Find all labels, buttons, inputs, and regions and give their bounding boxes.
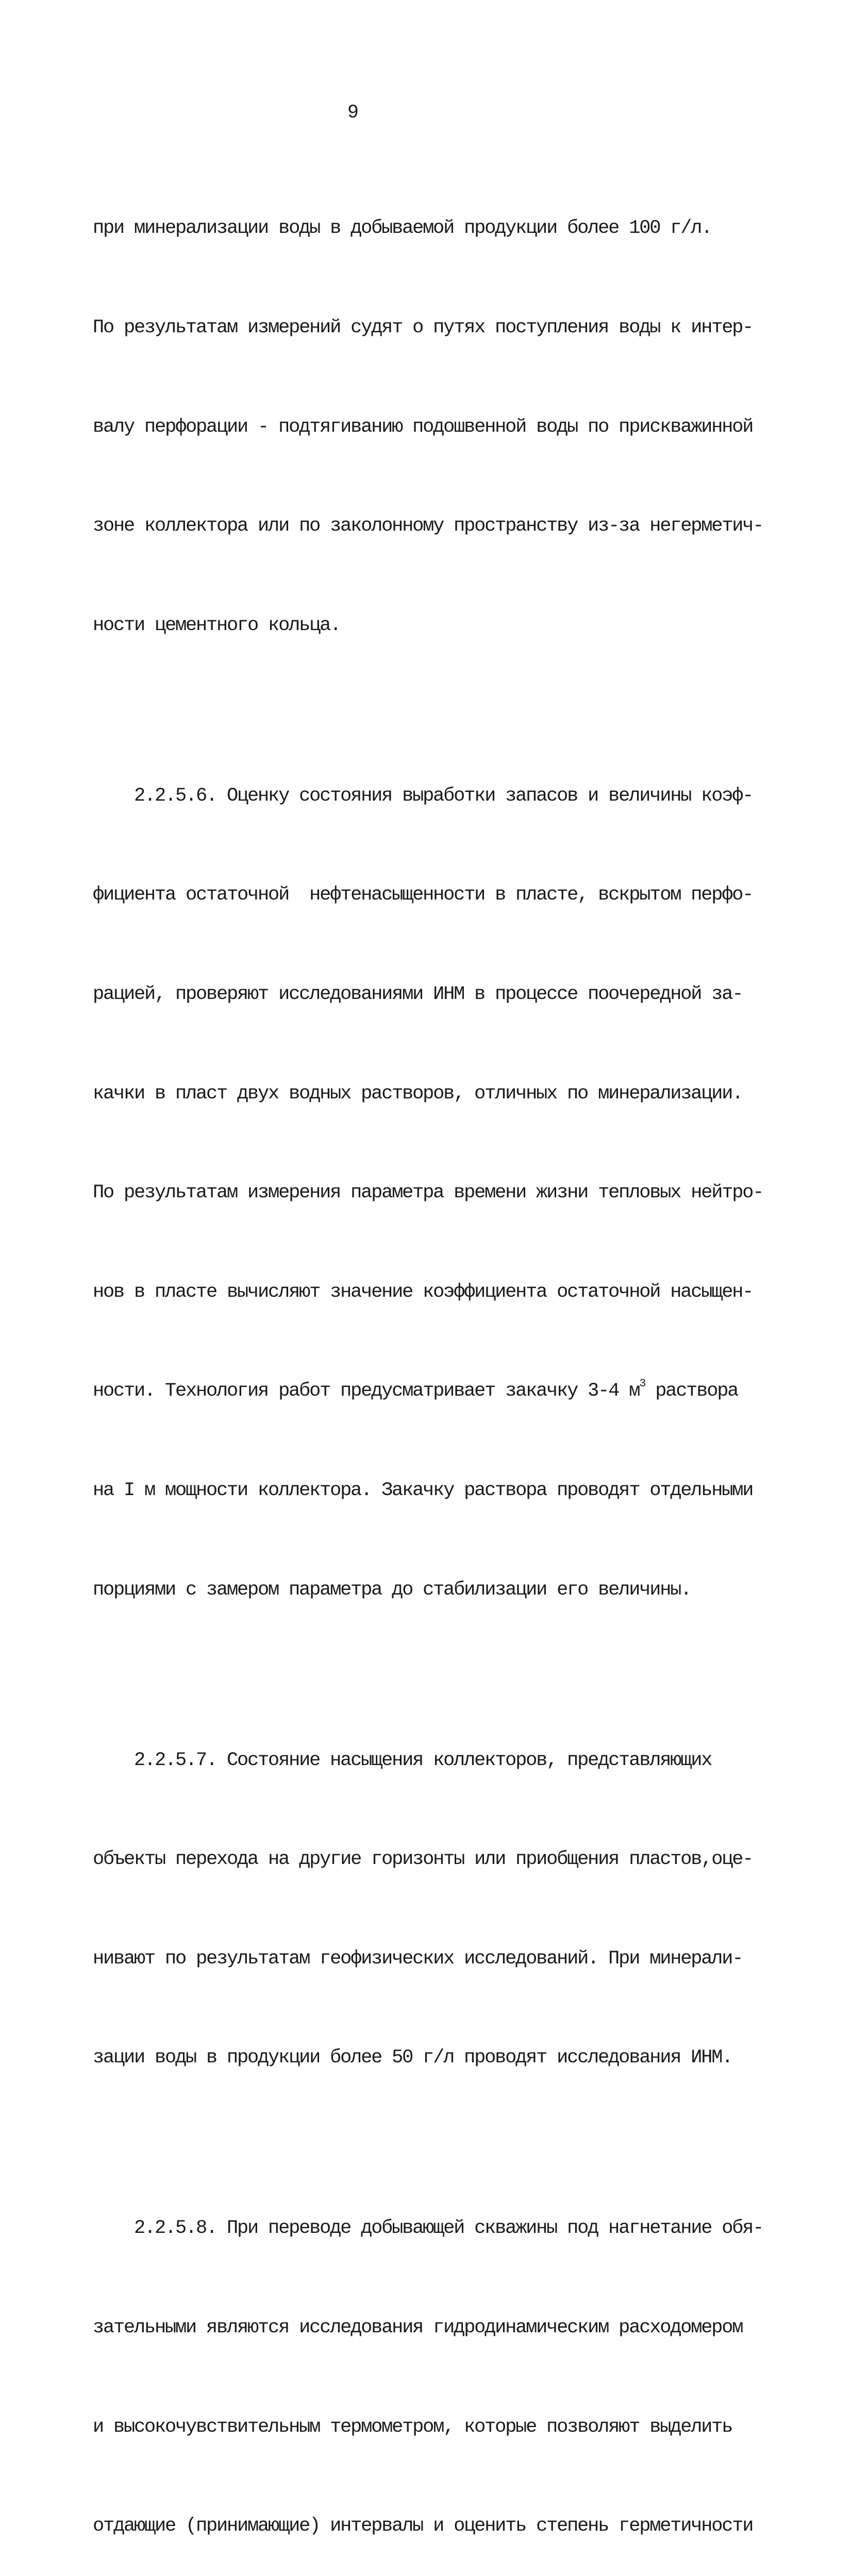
text-line: валу перфорации - подтягиванию подошвенной воды по прискважинной xyxy=(93,416,753,438)
text-line: качки в пласт двух водных растворов, отличных по минерализации. xyxy=(93,1082,743,1105)
text-line: 2.2.5.8. При переводе добывающей скважины под нагнетание обя- xyxy=(93,2217,763,2240)
text-line: 2.2.5.7. Состояние насыщения коллекторов, представляющих xyxy=(93,1749,712,1771)
text-line: По результатам измерений судят о путях поступления воды к интер- xyxy=(93,317,753,338)
paragraph-gap xyxy=(93,2141,758,2146)
text-line: зательными являются исследования гидродинамическим расходомером xyxy=(93,2316,743,2338)
text-line: зоне коллектора или по заколонному пространству из-за негерметич- xyxy=(93,515,763,537)
text-line: объекты перехода на другие горизонты или приобщения пластов,оце- xyxy=(93,1849,753,1871)
text-line: отдающие (принимающие) интервалы и оценить степень герметичности xyxy=(93,2515,753,2537)
text-line: при минерализации воды в добываемой продукции более 100 г/л. xyxy=(93,217,712,240)
text-line: нивают по результатам геофизических исследований. При минерали- xyxy=(93,1947,743,1970)
text-line: и высокочувствительным термометром, которые позволяют выделить xyxy=(93,2416,732,2438)
text-line: на I м мощности коллектора. Закачку раствора проводят отдельными xyxy=(93,1479,753,1501)
text-line: По результатам измерения параметра времени жизни тепловых нейтро- xyxy=(93,1182,763,1204)
text-line: рацией, проверяют исследованиями ИНМ в процессе поочередной за- xyxy=(93,983,743,1005)
superscript: 3 xyxy=(639,1377,645,1391)
text-line: нов в пласте вычисляют значение коэффициента остаточной насыщен- xyxy=(93,1281,753,1303)
text-line: порциями с замером параметра до стабилизации его величины. xyxy=(93,1579,691,1601)
text-segment: раствора xyxy=(645,1380,738,1402)
text-line: ности цементного кольца. xyxy=(93,614,341,636)
text-line: зации воды в продукции более 50 г/л проводят исследования ИНМ. xyxy=(93,2047,732,2069)
text-line-with-superscript xyxy=(93,1375,758,1408)
body-text xyxy=(93,146,763,2576)
paragraph-gap xyxy=(93,1672,758,1677)
paragraph-gap xyxy=(93,708,758,713)
text-line: 2.2.5.6. Оценку состояния выработки запасов и величины коэф- xyxy=(93,785,753,807)
page-number: 9 xyxy=(347,102,359,124)
text-line: фициента остаточной нефтенасыщенности в пласте, вскрытом перфо- xyxy=(93,884,753,906)
text-segment: ности. Технология работ предусматривает закачку 3-4 м xyxy=(93,1380,640,1402)
